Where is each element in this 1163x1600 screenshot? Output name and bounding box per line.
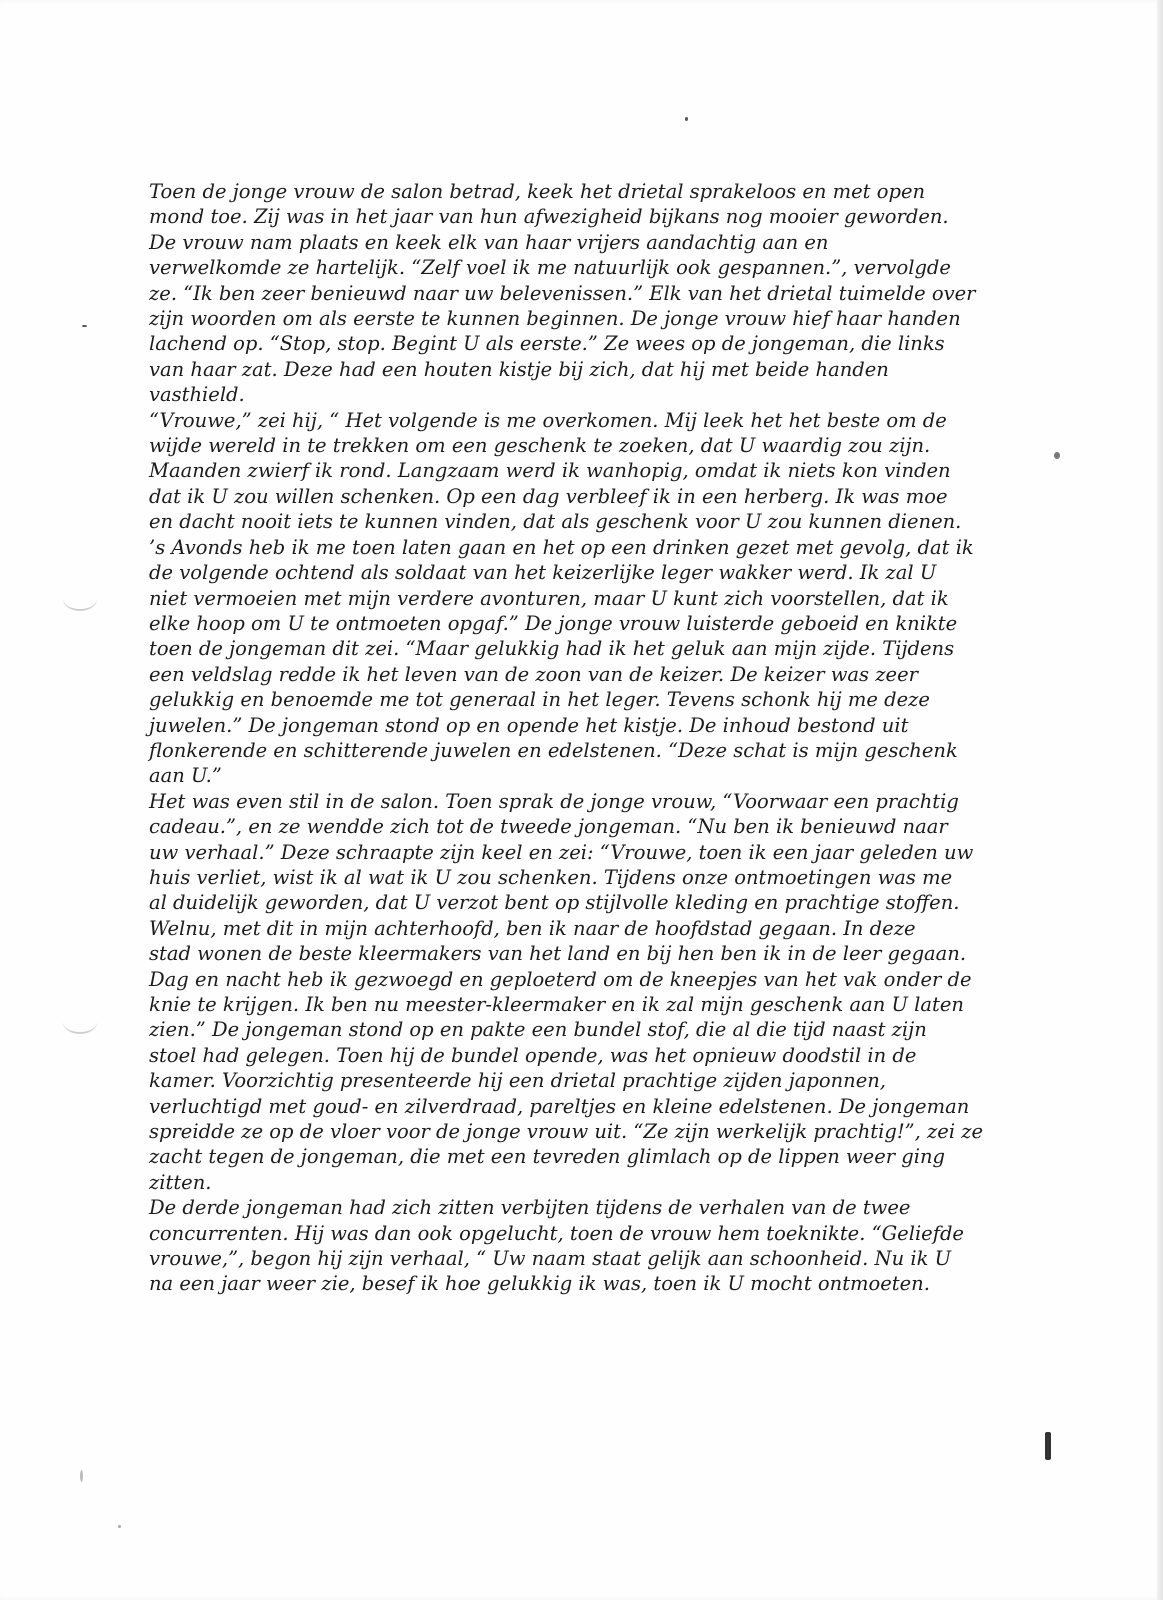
scan-speck [1054, 452, 1060, 459]
scan-speck [1045, 1432, 1051, 1460]
text-line: stoel had gelegen. Toen hij de bundel opende, was het opnieuw doodstil in de [149, 1043, 917, 1067]
text-line: Toen de jonge vrouw de salon betrad, keek het drietal sprakeloos en met open [149, 180, 926, 203]
text-line: ’s Avonds heb ik me toen laten gaan en het op een drinken gezet met gevolg, dat ik [149, 535, 974, 559]
text-line: Dag en nacht heb ik gezwoegd en geploeterd om de kneepjes van het vak onder de [149, 967, 972, 991]
text-line: gelukkig en benoemde me tot generaal in het leger. Tevens schonk hij me deze [149, 688, 930, 712]
scan-speck [118, 1525, 121, 1528]
text-line: vrouwe,”, begon hij zijn verhaal, “ Uw naam staat gelijk aan schoonheid. Nu ik U [149, 1247, 952, 1271]
text-line: Maanden zwierf ik rond. Langzaam werd ik wanhopig, omdat ik niets kon vinden [149, 459, 951, 483]
text-line: en dacht nooit iets te kunnen vinden, dat als geschenk voor U zou kunnen dienen. [149, 510, 962, 534]
text-line: van haar zat. Deze had een houten kistje bij zich, dat hij met beide handen [149, 357, 889, 381]
text-line: zitten. [149, 1170, 212, 1194]
page-edge-shadow [1157, 0, 1163, 1600]
text-line: de volgende ochtend als soldaat van het keizerlijke leger wakker werd. Ik zal U [149, 561, 937, 585]
text-line: cadeau.”, en ze wendde zich tot de tweede jongeman. “Nu ben ik benieuwd naar [149, 815, 948, 839]
scan-speck [80, 1470, 83, 1482]
text-line: dat ik U zou willen schenken. Op een dag verbleef ik in een herberg. Ik was moe [149, 484, 948, 508]
text-line: zien.” De jongeman stond op en pakte een bundel stof, die al die tijd naast zijn [149, 1018, 927, 1042]
scan-speck [82, 325, 87, 327]
text-line: verluchtigd met goud- en zilverdraad, pareltjes en kleine edelstenen. De jongeman [149, 1094, 970, 1118]
text-line: “Vrouwe,” zei hij, “ Het volgende is me overkomen. Mij leek het het beste om de [149, 408, 947, 432]
punch-hole-mark [63, 587, 97, 611]
text-line: ze. “Ik ben zeer benieuwd naar uw belevenissen.” Elk van het drietal tuimelde over [149, 281, 976, 305]
text-line: kamer. Voorzichtig presenteerde hij een drietal prachtige zijden japonnen, [149, 1069, 887, 1093]
story-text [149, 179, 1029, 1297]
text-line: spreidde ze op de vloer voor de jonge vrouw uit. “Ze zijn werkelijk prachtig!”, zei ze [149, 1120, 984, 1144]
text-line: flonkerende en schitterende juwelen en edelstenen. “Deze schat is mijn geschenk [149, 738, 958, 762]
text-line: lachend op. “Stop, stop. Begint U als eerste.” Ze wees op de jongeman, die links [149, 332, 945, 356]
text-line: zacht tegen de jongeman, die met een tevreden glimlach op de lippen weer ging [149, 1145, 946, 1169]
text-line: mond toe. Zij was in het jaar van hun afwezigheid bijkans nog mooier geworden. [149, 205, 949, 229]
text-line: stad wonen de beste kleermakers van het land en bij hen ben ik in de leer gegaan. [149, 942, 967, 966]
text-line: huis verliet, wist ik al wat ik U zou schenken. Tijdens onze ontmoetingen was me [149, 865, 953, 889]
text-line: elke hoop om U te ontmoeten opgaf.” De jonge vrouw luisterde geboeid en knikte [149, 611, 958, 635]
text-line: vasthield. [149, 383, 245, 407]
text-line: zijn woorden om als eerste te kunnen beginnen. De jonge vrouw hief haar handen [149, 307, 961, 331]
text-line: aan U.” [149, 764, 222, 788]
text-line: toen de jongeman dit zei. “Maar gelukkig had ik het geluk aan mijn zijde. Tijdens [149, 637, 955, 661]
punch-hole-mark [63, 1010, 97, 1034]
text-line: Welnu, met dit in mijn achterhoofd, ben ik naar de hoofdstad gegaan. In deze [149, 916, 916, 940]
text-line: niet vermoeien met mijn verdere avonturen, maar U kunt zich voorstellen, dat ik [149, 586, 949, 610]
text-line: verwelkomde ze hartelijk. “Zelf voel ik me natuurlijk ook gespannen.”, vervolgde [149, 256, 951, 280]
text-line: uw verhaal.” Deze schraapte zijn keel en zei: “Vrouwe, toen ik een jaar geleden uw [149, 840, 974, 864]
text-line: Het was even stil in de salon. Toen sprak de jonge vrouw, “Voorwaar een prachtig [149, 789, 959, 813]
text-line: al duidelijk geworden, dat U verzot bent op stijlvolle kleding en prachtige stoffen. [149, 891, 960, 915]
text-line: De derde jongeman had zich zitten verbijten tijdens de verhalen van de twee [149, 1196, 911, 1220]
scan-speck [685, 117, 688, 121]
text-line: knie te krijgen. Ik ben nu meester-kleermaker en ik zal mijn geschenk aan U laten [149, 993, 964, 1016]
text-line: juwelen.” De jongeman stond op en opende het kistje. De inhoud bestond uit [149, 713, 909, 737]
text-line: een veldslag redde ik het leven van de zoon van de keizer. De keizer was zeer [149, 662, 918, 686]
text-line: na een jaar weer zie, besef ik hoe gelukkig ik was, toen ik U mocht ontmoeten. [149, 1272, 930, 1296]
text-line: De vrouw nam plaats en keek elk van haar vrijers aandachtig aan en [149, 230, 829, 254]
text-line: wijde wereld in te trekken om een geschenk te zoeken, dat U waardig zou zijn. [149, 434, 931, 458]
text-line: concurrenten. Hij was dan ook opgelucht, toen de vrouw hem toeknikte. “Geliefde [149, 1221, 964, 1245]
